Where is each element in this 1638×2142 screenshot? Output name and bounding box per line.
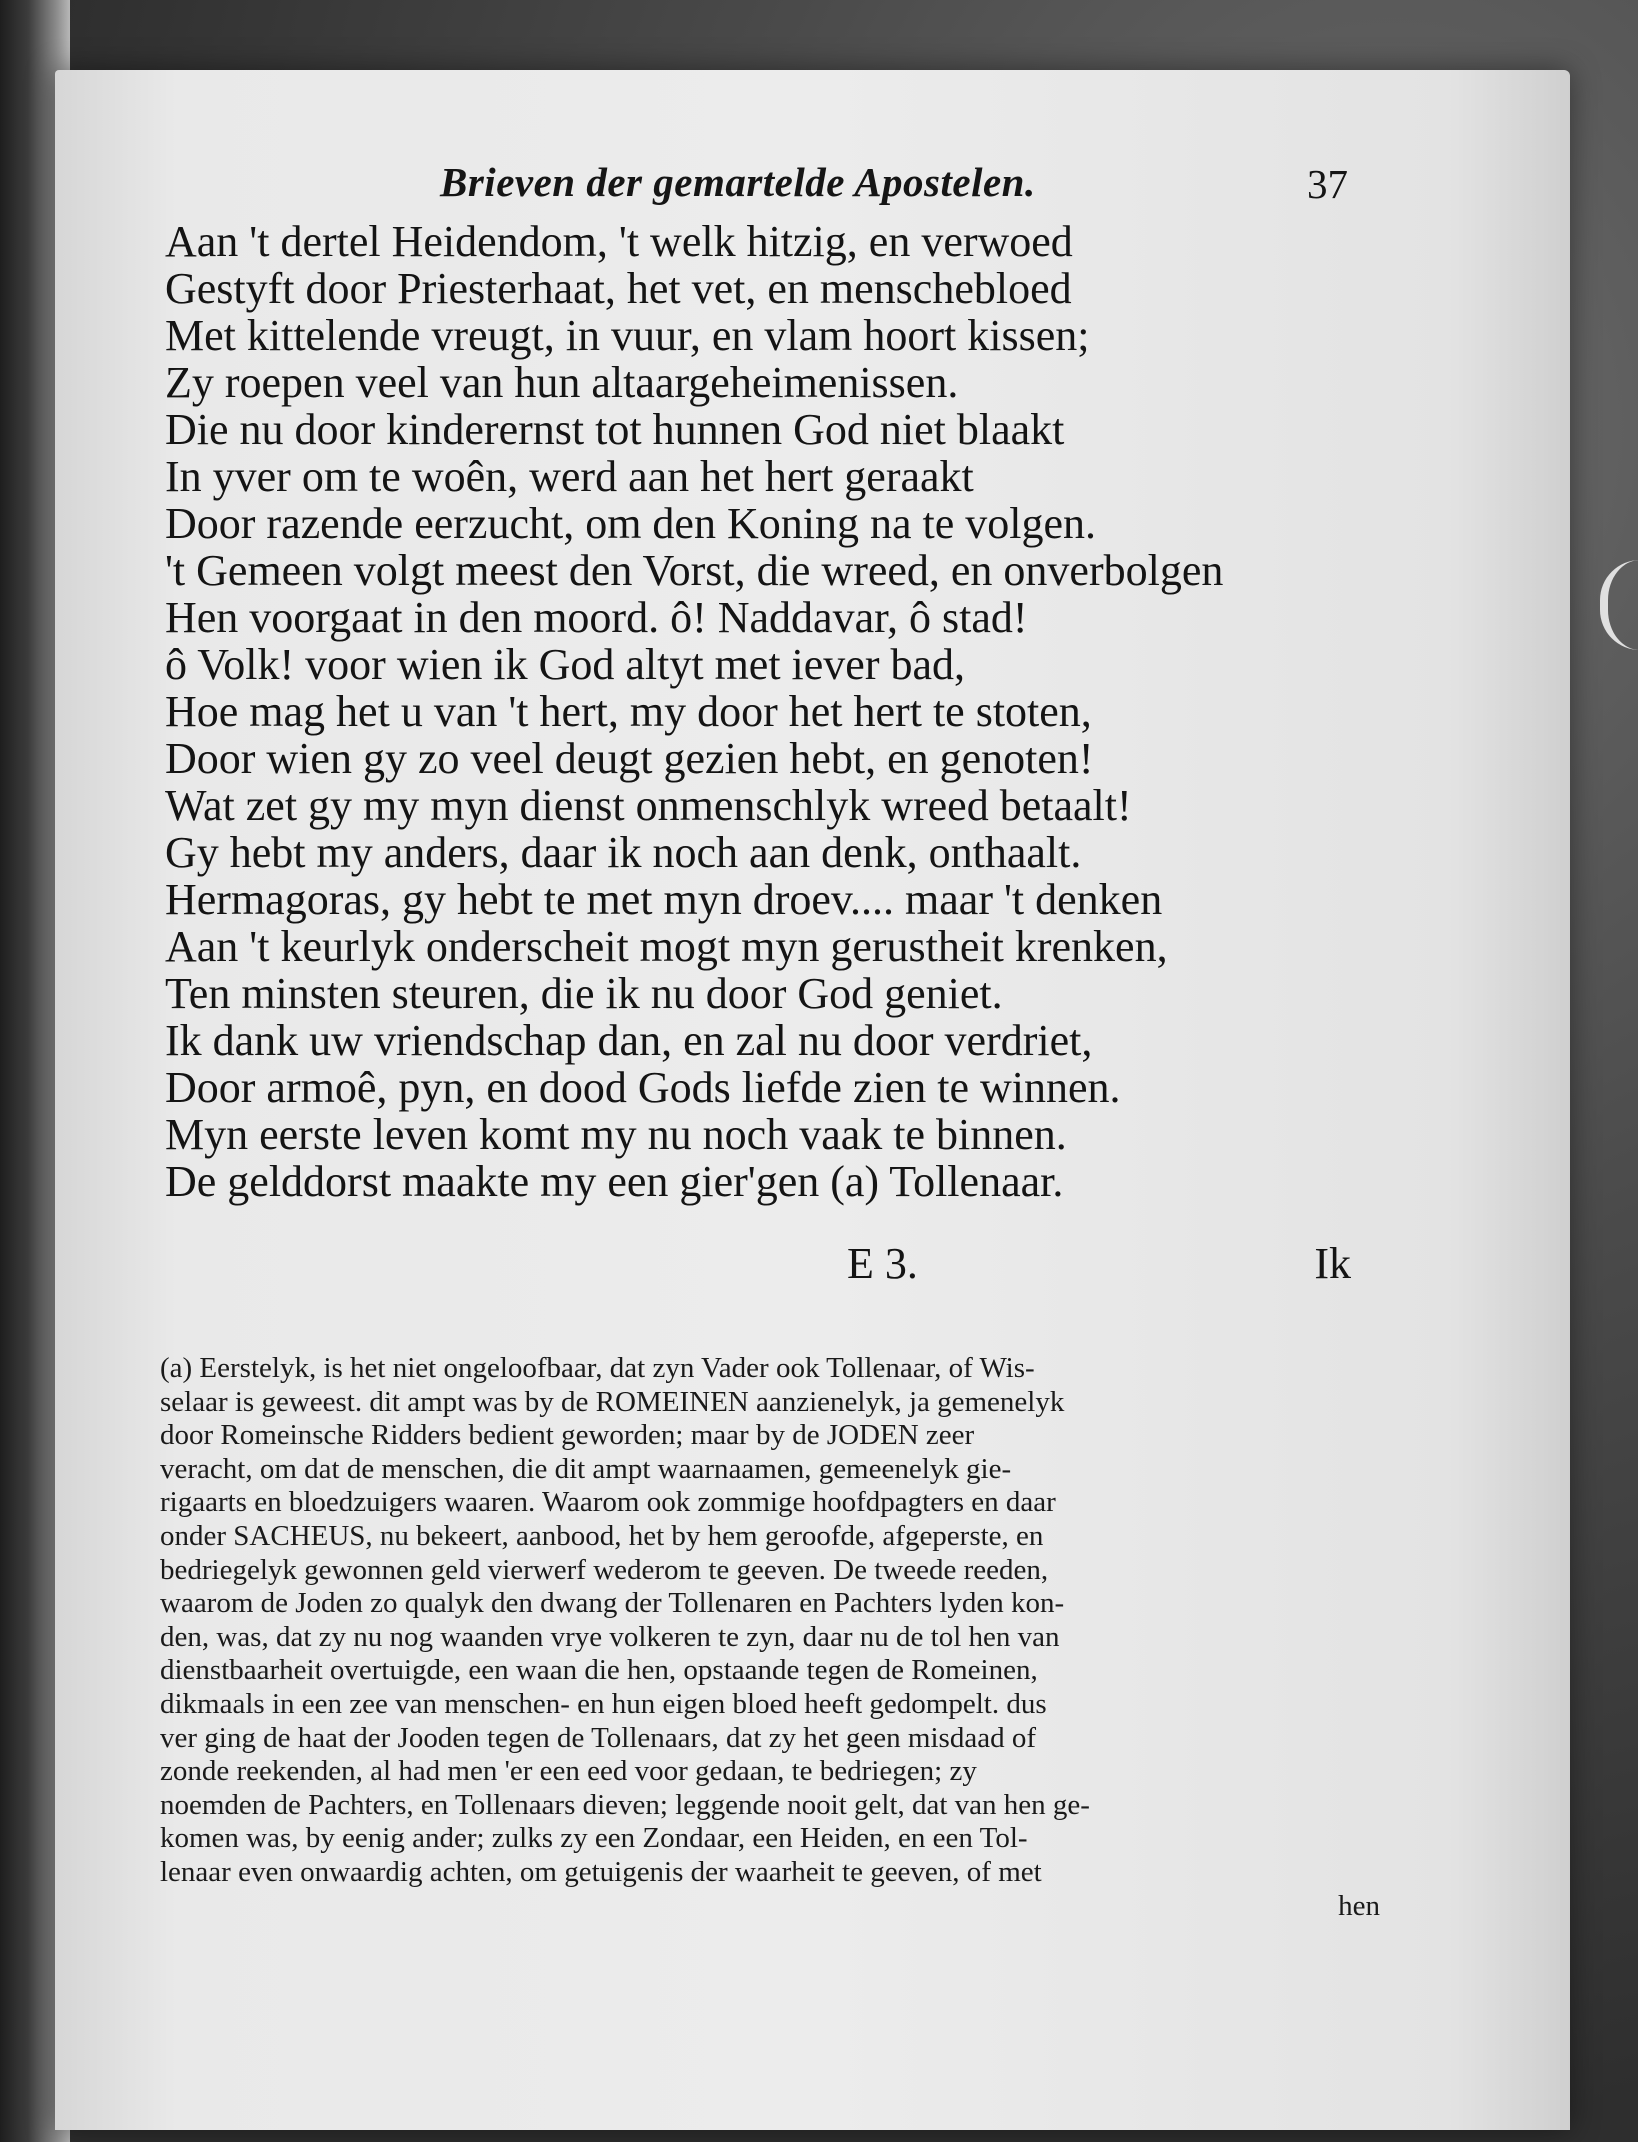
verse-line: Met kittelende vreugt, in vuur, en vlam hoort kissen; xyxy=(165,311,1090,360)
verse-line: De gelddorst maakte my een gier'gen (a) Tollenaar. xyxy=(165,1157,1064,1206)
verse-line: Door armoê, pyn, en dood Gods liefde zien te winnen. xyxy=(165,1063,1121,1112)
verse-line: Gestyft door Priesterhaat, het vet, en menschebloed xyxy=(165,264,1072,313)
footnote-line: bedriegelyk gewonnen geld vierwerf wederom te geeven. De tweede reeden, xyxy=(160,1553,1049,1586)
footnote-line: onder SACHEUS, nu bekeert, aanbood, het by hem geroofde, afgeperste, en xyxy=(160,1519,1044,1552)
verse-line: In yver om te woên, werd aan het hert geraakt xyxy=(165,452,974,501)
footnote-line: hen xyxy=(1338,1889,1380,1922)
footnote-line: komen was, by eenig ander; zulks zy een Zondaar, een Heiden, en een Tol- xyxy=(160,1822,1028,1855)
running-header xyxy=(440,158,1360,210)
verse-line: Door wien gy zo veel deugt gezien hebt, en genoten! xyxy=(165,734,1094,783)
footnote-line: waarom de Joden zo qualyk den dwang der Tollenaren en Pachters lyden kon- xyxy=(160,1587,1065,1620)
footnote-line: ver ging de haat der Jooden tegen de Tollenaars, dat zy het geen misdaad of xyxy=(160,1721,1036,1754)
footnote-line: rigaarts en bloedzuigers waaren. Waarom ook zommige hoofdpagters en daar xyxy=(160,1486,1056,1519)
footnote-line: door Romeinsche Ridders bedient geworden; maar by de JODEN zeer xyxy=(160,1419,975,1452)
verse-line: Ten minsten steuren, die ik nu door God geniet. xyxy=(165,969,1003,1018)
catchword: Ik xyxy=(1314,1239,1351,1288)
verse-line: Hermagoras, gy hebt te met myn droev.... maar 't denken xyxy=(165,875,1163,924)
footnote-line: dikmaals in een zee van menschen- en hun eigen bloed heeft gedompelt. dus xyxy=(160,1687,1047,1720)
verse-line: Hoe mag het u van 't hert, my door het hert te stoten, xyxy=(165,687,1092,736)
verse-line: Zy roepen veel van hun altaargeheimenissen. xyxy=(165,358,959,407)
verse-line: Myn eerste leven komt my nu noch vaak te binnen. xyxy=(165,1110,1067,1159)
verse-line: Gy hebt my anders, daar ik noch aan denk, onthaalt. xyxy=(165,828,1082,877)
verse-line: Hen voorgaat in den moord. ô! Naddavar, ô stad! xyxy=(165,593,1028,642)
footnote-block xyxy=(160,1352,1400,1923)
footnote-line: lenaar even onwaardig achten, om getuigenis der waarheit te geeven, of met xyxy=(160,1855,1042,1888)
verse-line: Aan 't dertel Heidendom, 't welk hitzig, en verwoed xyxy=(165,217,1073,266)
signature-row xyxy=(165,1238,1365,1294)
signature-mark: E 3. xyxy=(847,1239,918,1288)
footnote-line: den, was, dat zy nu nog waanden vrye volkeren te zyn, daar nu de tol hen van xyxy=(160,1620,1060,1653)
verse-line: Aan 't keurlyk onderscheit mogt myn gerustheit krenken, xyxy=(165,922,1168,971)
verse-line: Ik dank uw vriendschap dan, en zal nu door verdriet, xyxy=(165,1016,1093,1065)
verse-line: 't Gemeen volgt meest den Vorst, die wreed, en onverbolgen xyxy=(165,546,1224,595)
footnote-line: veracht, om dat de menschen, die dit ampt waarnaamen, gemeenelyk gie- xyxy=(160,1452,1012,1485)
verse-line: Wat zet gy my myn dienst onmenschlyk wreed betaalt! xyxy=(165,781,1132,830)
footnote-line: selaar is geweest. dit ampt was by de ROMEINEN aanzienelyk, ja gemenelyk xyxy=(160,1385,1065,1418)
verse-block xyxy=(165,218,1365,1205)
page-number: 37 xyxy=(1307,161,1348,207)
footnote-line: noemden de Pachters, en Tollenaars dieven; leggende nooit gelt, dat van hen ge- xyxy=(160,1788,1090,1821)
verse-line: Die nu door kinderernst tot hunnen God niet blaakt xyxy=(165,405,1065,454)
running-title: Brieven der gemartelde Apostelen. xyxy=(440,159,1036,205)
verse-line: Door razende eerzucht, om den Koning na te volgen. xyxy=(165,499,1096,548)
footnote-line: zonde reekenden, al had men 'er een eed voor gedaan, te bedriegen; zy xyxy=(160,1755,977,1788)
verse-line: ô Volk! voor wien ik God altyt met iever bad, xyxy=(165,640,966,689)
footnote-line: dienstbaarheit overtuigde, een waan die hen, opstaande tegen de Romeinen, xyxy=(160,1654,1038,1687)
footnote-line: (a) Eerstelyk, is het niet ongeloofbaar, dat zyn Vader ook Tollenaar, of Wis- xyxy=(160,1352,1035,1384)
